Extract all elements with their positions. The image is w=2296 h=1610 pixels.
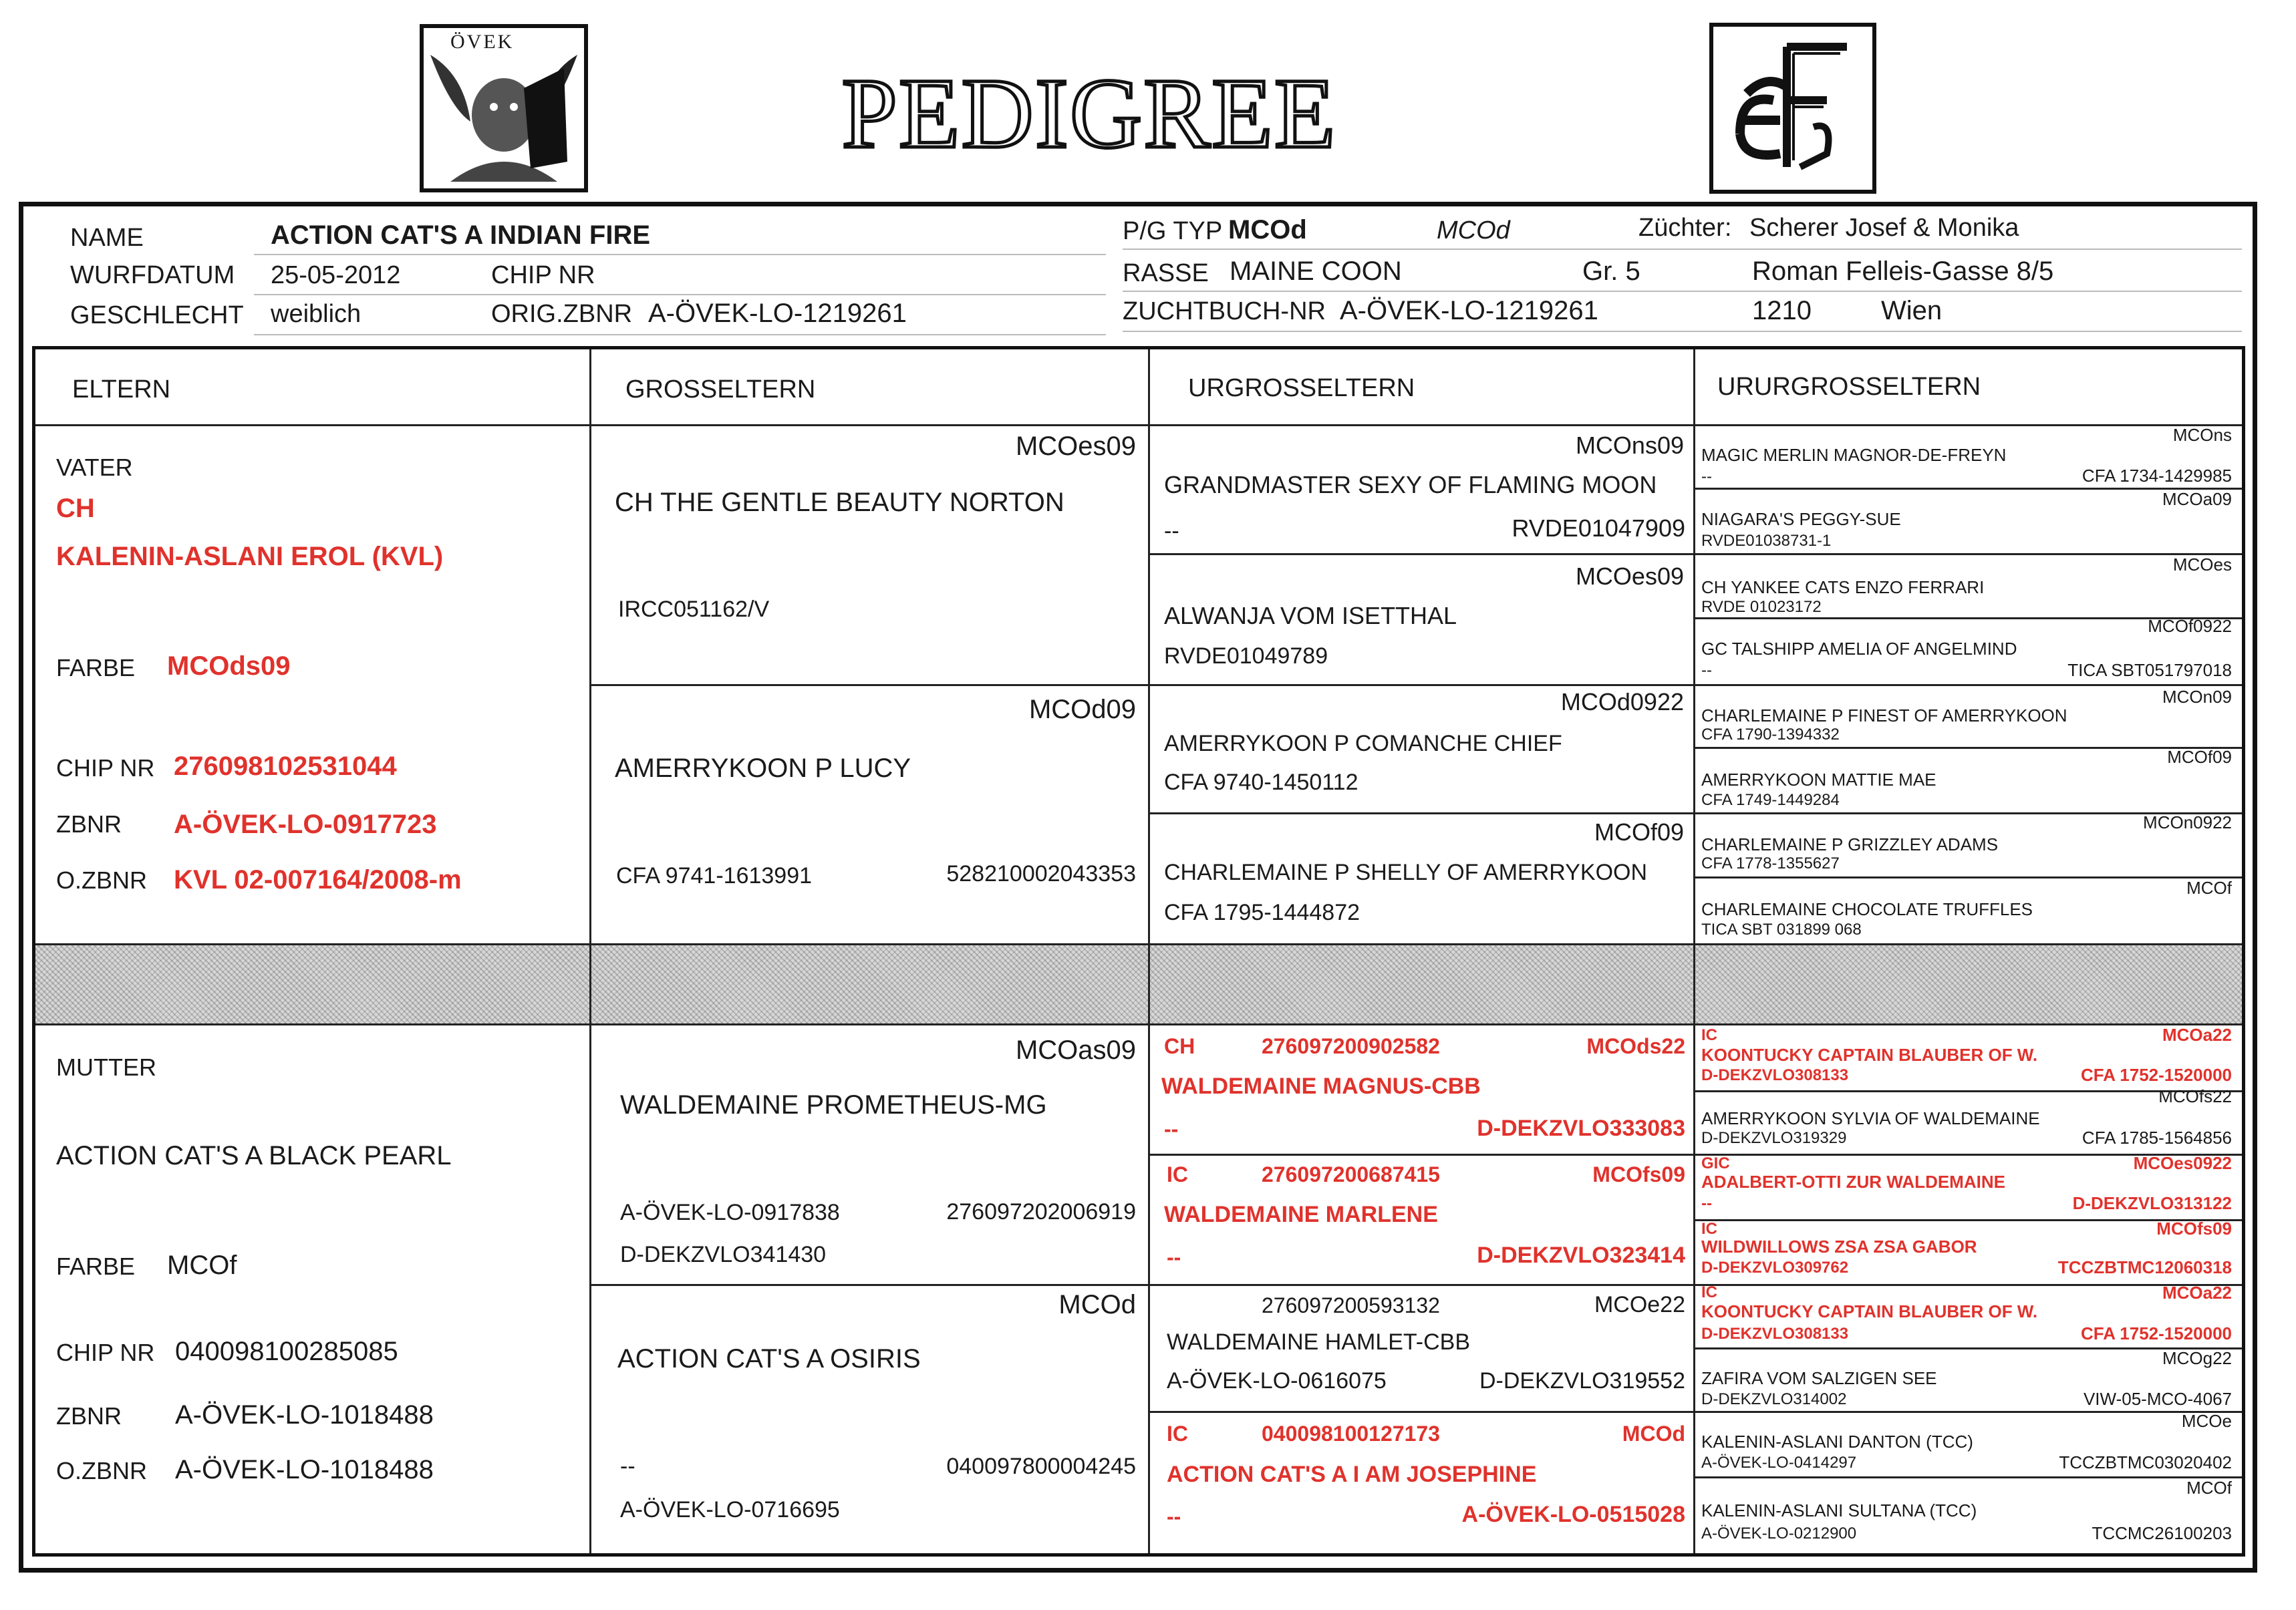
grandparent-name: ACTION CAT'S A OSIRIS [617, 1344, 921, 1374]
gg-grandparent-right: TCCZBTMC03020402 [2059, 1452, 2232, 1472]
row-divider [35, 943, 2242, 945]
great-grandparent-chip: 276097200593132 [1262, 1293, 1440, 1317]
great-grandparent-ems: MCOe22 [1594, 1292, 1685, 1317]
mutter-farbe: MCOf [167, 1251, 237, 1280]
gg-grandparent-ems: MCOg22 [2162, 1348, 2232, 1368]
gg-grandparent-title: IC [1701, 1283, 1717, 1301]
great-grandparent-title2: -- [1167, 1504, 1181, 1528]
ovek-logo-text: ÖVEK [450, 31, 515, 53]
great-grandparent-name: WALDEMAINE MARLENE [1164, 1202, 1438, 1227]
row-divider [1695, 553, 2242, 555]
great-grandparent-reg: A-ÖVEK-LO-0515028 [1461, 1502, 1685, 1527]
name-value: ACTION CAT'S A INDIAN FIRE [271, 220, 651, 250]
great-grandparent-title: IC [1167, 1162, 1188, 1186]
divider [254, 334, 1106, 335]
gg-grandparent-ems: MCOfs22 [2158, 1086, 2232, 1106]
row-divider [1150, 1154, 1693, 1156]
column-divider [589, 349, 591, 1553]
divider [254, 254, 1106, 255]
fife-emblem [1713, 27, 1872, 190]
vater-ozbnr: KVL 02-007164/2008-m [174, 865, 462, 895]
gg-grandparent-name: GC TALSHIPP AMELIA OF ANGELMIND [1701, 639, 2017, 659]
gg-grandparent-name: KALENIN-ASLANI DANTON (TCC) [1701, 1432, 1973, 1452]
page-title: PEDIGREE [841, 58, 1337, 169]
vater-farbe-label: FARBE [56, 654, 136, 681]
gg-grandparent-name: KOONTUCKY CAPTAIN BLAUBER OF W. [1701, 1301, 2038, 1321]
grandparent-name: WALDEMAINE PROMETHEUS-MG [620, 1090, 1047, 1120]
hatched-separator [35, 945, 2242, 1023]
grandparent-ems: MCOd [1058, 1290, 1136, 1319]
grandparent-reg: CFA 9741-1613991 [616, 863, 813, 889]
mutter-chip: 040098100285085 [175, 1337, 398, 1366]
great-grandparent-chip: 276097200687415 [1262, 1162, 1440, 1186]
gg-grandparent-left: -- [1701, 1194, 1712, 1213]
gg-grandparent-left: -- [1701, 661, 1712, 679]
gg-grandparent-ems: MCOf0922 [2148, 616, 2232, 636]
gg-grandparent-ems: MCOa09 [2162, 489, 2232, 509]
gg-grandparent-left: RVDE01038731-1 [1701, 532, 1832, 550]
gruppe-value: Gr. 5 [1582, 257, 1640, 286]
chipnr-label: CHIP NR [491, 261, 595, 289]
gg-grandparent-left: D-DEKZVLO309762 [1701, 1259, 1849, 1277]
gg-grandparent-ems: MCOn0922 [2143, 812, 2232, 832]
rasse-label: RASSE [1123, 259, 1209, 287]
gg-grandparent-name: CHARLEMAINE P GRIZZLEY ADAMS [1701, 834, 1999, 854]
gg-grandparent-left: CFA 1778-1355627 [1701, 854, 1840, 872]
row-divider [1150, 812, 1693, 814]
great-grandparent-name: CHARLEMAINE P SHELLY OF AMERRYKOON [1164, 860, 1648, 885]
row-divider [1695, 488, 2242, 490]
divider [254, 294, 1106, 295]
gg-grandparent-right: D-DEKZVLO313122 [2072, 1193, 2232, 1213]
pgtyp-value-secondary: MCOd [1437, 216, 1510, 245]
mutter-label: MUTTER [56, 1054, 156, 1081]
wurfdatum-value: 25-05-2012 [271, 261, 401, 289]
mutter-farbe-label: FARBE [56, 1253, 136, 1280]
gg-grandparent-right: CFA 1734-1429985 [2082, 466, 2232, 486]
gg-grandparent-left: D-DEKZVLO314002 [1701, 1390, 1847, 1408]
pgtyp-label: P/G TYP [1123, 217, 1223, 245]
column-divider [1148, 349, 1150, 1553]
breeder-city: Wien [1881, 296, 1943, 325]
row-divider [591, 684, 1148, 686]
gg-grandparent-right: TCCZBTMC12060318 [2057, 1257, 2232, 1277]
row-divider [1695, 1476, 2242, 1478]
great-grandparent-reg: RVDE01047909 [1512, 514, 1685, 542]
grandparent-reg2: D-DEKZVLO341430 [620, 1242, 827, 1267]
vater-title: CH [56, 494, 95, 523]
rasse-value: MAINE COON [1230, 257, 1402, 286]
gg-grandparent-name: KALENIN-ASLANI SULTANA (TCC) [1701, 1500, 1977, 1520]
grandparent-name: AMERRYKOON P LUCY [615, 754, 911, 783]
vater-name: KALENIN-ASLANI EROL (KVL) [56, 542, 444, 571]
vater-zbnr-label: ZBNR [56, 810, 122, 838]
grandparent-reg: A-ÖVEK-LO-0716695 [620, 1497, 840, 1522]
gg-grandparent-name: KOONTUCKY CAPTAIN BLAUBER OF W. [1701, 1045, 2038, 1065]
vater-chip: 276098102531044 [174, 752, 397, 781]
great-grandparent-ems: MCOfs09 [1592, 1162, 1685, 1186]
grandparent-chip: 276097202006919 [946, 1199, 1136, 1225]
gg-grandparent-name: AMERRYKOON MATTIE MAE [1701, 770, 1936, 790]
vater-farbe: MCOds09 [167, 651, 291, 681]
divider [1123, 331, 2242, 332]
zuchtbuch-value: A-ÖVEK-LO-1219261 [1340, 296, 1598, 325]
col-header-urgrosseltern: URGROSSELTERN [1188, 374, 1415, 402]
great-grandparent-title: -- [1164, 518, 1179, 544]
great-grandparent-reg: D-DEKZVLO323414 [1477, 1243, 1685, 1268]
divider [1123, 249, 2242, 250]
row-divider [1150, 553, 1693, 555]
row-divider [591, 1284, 1148, 1286]
grandparent-reg: A-ÖVEK-LO-0917838 [620, 1200, 840, 1225]
great-grandparent-title2: -- [1164, 1117, 1179, 1141]
great-grandparent-ems: MCOds22 [1586, 1034, 1685, 1058]
great-grandparent-ems: MCOf09 [1594, 818, 1684, 846]
grandparent-chip: 528210002043353 [946, 861, 1136, 887]
gg-grandparent-right: TICA SBT051797018 [2067, 660, 2232, 680]
gg-grandparent-ems: MCOes0922 [2133, 1153, 2232, 1173]
great-grandparent-chip: 040098100127173 [1262, 1422, 1440, 1446]
grandparent-name: CH THE GENTLE BEAUTY NORTON [615, 488, 1064, 517]
geschlecht-label: GESCHLECHT [70, 301, 244, 329]
great-grandparent-ems: MCOns09 [1575, 432, 1684, 459]
gg-grandparent-ems: MCOf [2186, 878, 2232, 898]
mutter-zbnr: A-ÖVEK-LO-1018488 [175, 1400, 434, 1430]
mutter-name: ACTION CAT'S A BLACK PEARL [56, 1141, 452, 1170]
gg-grandparent-right: VIW-05-MCO-4067 [2083, 1389, 2232, 1409]
gg-grandparent-name: MAGIC MERLIN MAGNOR-DE-FREYN [1701, 445, 2007, 465]
gg-grandparent-left: A-ÖVEK-LO-0414297 [1701, 1454, 1857, 1472]
gg-grandparent-ems: MCOf09 [2167, 747, 2232, 767]
great-grandparent-name: ALWANJA VOM ISETTHAL [1164, 602, 1457, 629]
breeder-street: Roman Felleis-Gasse 8/5 [1752, 257, 2054, 286]
grandparent-ems: MCOd09 [1028, 695, 1136, 724]
mutter-zbnr-label: ZBNR [56, 1402, 122, 1430]
gg-grandparent-right: CFA 1785-1564856 [2082, 1128, 2232, 1148]
vater-label: VATER [56, 454, 133, 481]
gg-grandparent-left: D-DEKZVLO319329 [1701, 1129, 1847, 1147]
vater-zbnr: A-ÖVEK-LO-0917723 [174, 810, 437, 839]
gg-grandparent-name: ZAFIRA VOM SALZIGEN SEE [1701, 1368, 1937, 1388]
row-divider [1150, 1284, 1693, 1286]
gg-grandparent-title: IC [1701, 1026, 1717, 1044]
column-divider [1693, 349, 1695, 1553]
great-grandparent-title2: -- [1167, 1245, 1181, 1269]
great-grandparent-title: IC [1167, 1422, 1188, 1446]
great-grandparent-name: ACTION CAT'S A I AM JOSEPHINE [1167, 1462, 1537, 1487]
gg-grandparent-name: CHARLEMAINE P FINEST OF AMERRYKOON [1701, 705, 2067, 726]
row-divider [1695, 876, 2242, 878]
col-header-eltern: ELTERN [72, 375, 171, 404]
zuechter-label: Züchter: [1638, 214, 1732, 242]
mutter-ozbnr: A-ÖVEK-LO-1018488 [175, 1455, 434, 1484]
vater-ozbnr-label: O.ZBNR [56, 866, 148, 894]
gg-grandparent-left: -- [1701, 468, 1712, 486]
gg-grandparent-ems: MCOa22 [2162, 1283, 2232, 1303]
origzbnr-label: ORIG.ZBNR [491, 300, 633, 328]
gg-grandparent-name: CH YANKEE CATS ENZO FERRARI [1701, 577, 1985, 597]
geschlecht-value: weiblich [271, 300, 362, 328]
col-header-grosseltern: GROSSELTERN [625, 375, 816, 404]
gg-grandparent-right: CFA 1752-1520000 [2081, 1323, 2232, 1343]
great-grandparent-reg: D-DEKZVLO333083 [1477, 1116, 1685, 1141]
row-divider [1150, 684, 1693, 686]
pgtyp-value: MCOd [1228, 215, 1307, 245]
great-grandparent-ems: MCOes09 [1575, 562, 1684, 590]
gg-grandparent-ems: MCOe [2181, 1411, 2232, 1431]
zuechter-value: Scherer Josef & Monika [1749, 214, 2019, 242]
vater-chip-label: CHIP NR [56, 754, 155, 782]
header-row-divider [35, 424, 2242, 426]
row-divider [35, 1023, 2242, 1025]
gg-grandparent-ems: MCOns [2172, 425, 2232, 445]
great-grandparent-ems: MCOd0922 [1560, 688, 1684, 715]
gg-grandparent-ems: MCOa22 [2162, 1025, 2232, 1045]
zuchtbuch-label: ZUCHTBUCH-NR [1123, 297, 1326, 325]
gg-grandparent-left: CFA 1749-1449284 [1701, 791, 1840, 809]
gg-grandparent-name: CHARLEMAINE CHOCOLATE TRUFFLES [1701, 899, 2033, 919]
great-grandparent-reg: CFA 9740-1450112 [1164, 770, 1358, 795]
great-grandparent-reg: CFA 1795-1444872 [1164, 900, 1360, 925]
gg-grandparent-title: GIC [1701, 1154, 1730, 1172]
gg-grandparent-name: WILDWILLOWS ZSA ZSA GABOR [1701, 1237, 1977, 1257]
divider [1123, 291, 2242, 292]
breeder-plz: 1210 [1752, 296, 1812, 325]
gg-grandparent-ems: MCOf [2186, 1478, 2232, 1498]
gg-grandparent-title: IC [1701, 1220, 1717, 1238]
gg-grandparent-right: CFA 1752-1520000 [2081, 1065, 2232, 1085]
fife-logo [1709, 23, 1876, 194]
great-grandparent-name: WALDEMAINE HAMLET-CBB [1167, 1329, 1471, 1355]
great-grandparent-title: CH [1164, 1034, 1195, 1058]
gg-grandparent-name: AMERRYKOON SYLVIA OF WALDEMAINE [1701, 1108, 2040, 1128]
great-grandparent-reg: A-ÖVEK-LO-0616075 [1167, 1368, 1387, 1394]
great-grandparent-reg: RVDE01049789 [1164, 643, 1328, 669]
mutter-ozbnr-label: O.ZBNR [56, 1457, 148, 1484]
name-label: NAME [70, 224, 144, 252]
mutter-chip-label: CHIP NR [56, 1339, 155, 1366]
gg-grandparent-left: CFA 1790-1394332 [1701, 726, 1840, 744]
gg-grandparent-ems: MCOn09 [2162, 687, 2232, 707]
gg-grandparent-name: NIAGARA'S PEGGY-SUE [1701, 509, 1901, 529]
gg-grandparent-right: TCCMC26100203 [2092, 1523, 2232, 1543]
great-grandparent-ems: MCOd [1622, 1422, 1685, 1446]
gg-grandparent-left: RVDE 01023172 [1701, 598, 1822, 616]
wurfdatum-label: WURFDATUM [70, 261, 235, 289]
great-grandparent-name: WALDEMAINE MAGNUS-CBB [1161, 1074, 1481, 1099]
great-grandparent-name: GRANDMASTER SEXY OF FLAMING MOON [1164, 471, 1657, 498]
great-grandparent-reg2: D-DEKZVLO319552 [1479, 1368, 1685, 1394]
ovek-logo [420, 24, 588, 192]
grandparent-title: -- [620, 1454, 635, 1479]
gg-grandparent-left: TICA SBT 031899 068 [1701, 921, 1862, 939]
row-divider [1695, 684, 2242, 686]
grandparent-ems: MCOas09 [1015, 1035, 1136, 1065]
great-grandparent-name: AMERRYKOON P COMANCHE CHIEF [1164, 731, 1562, 756]
origzbnr-value: A-ÖVEK-LO-1219261 [648, 299, 907, 328]
row-divider [1150, 1411, 1693, 1413]
great-grandparent-chip: 276097200902582 [1262, 1034, 1440, 1058]
col-header-ururgrosseltern: URURGROSSELTERN [1717, 373, 1981, 401]
gg-grandparent-ems: MCOfs09 [2156, 1219, 2232, 1239]
gg-grandparent-ems: MCOes [2172, 554, 2232, 575]
gg-grandparent-name: ADALBERT-OTTI ZUR WALDEMAINE [1701, 1172, 2005, 1192]
grandparent-chip: 040097800004245 [946, 1454, 1136, 1479]
grandparent-reg: IRCC051162/V [618, 597, 770, 622]
grandparent-ems: MCOes09 [1015, 432, 1136, 461]
gg-grandparent-left: D-DEKZVLO308133 [1701, 1066, 1849, 1084]
gg-grandparent-left: A-ÖVEK-LO-0212900 [1701, 1524, 1857, 1543]
gg-grandparent-left: D-DEKZVLO308133 [1701, 1325, 1849, 1343]
